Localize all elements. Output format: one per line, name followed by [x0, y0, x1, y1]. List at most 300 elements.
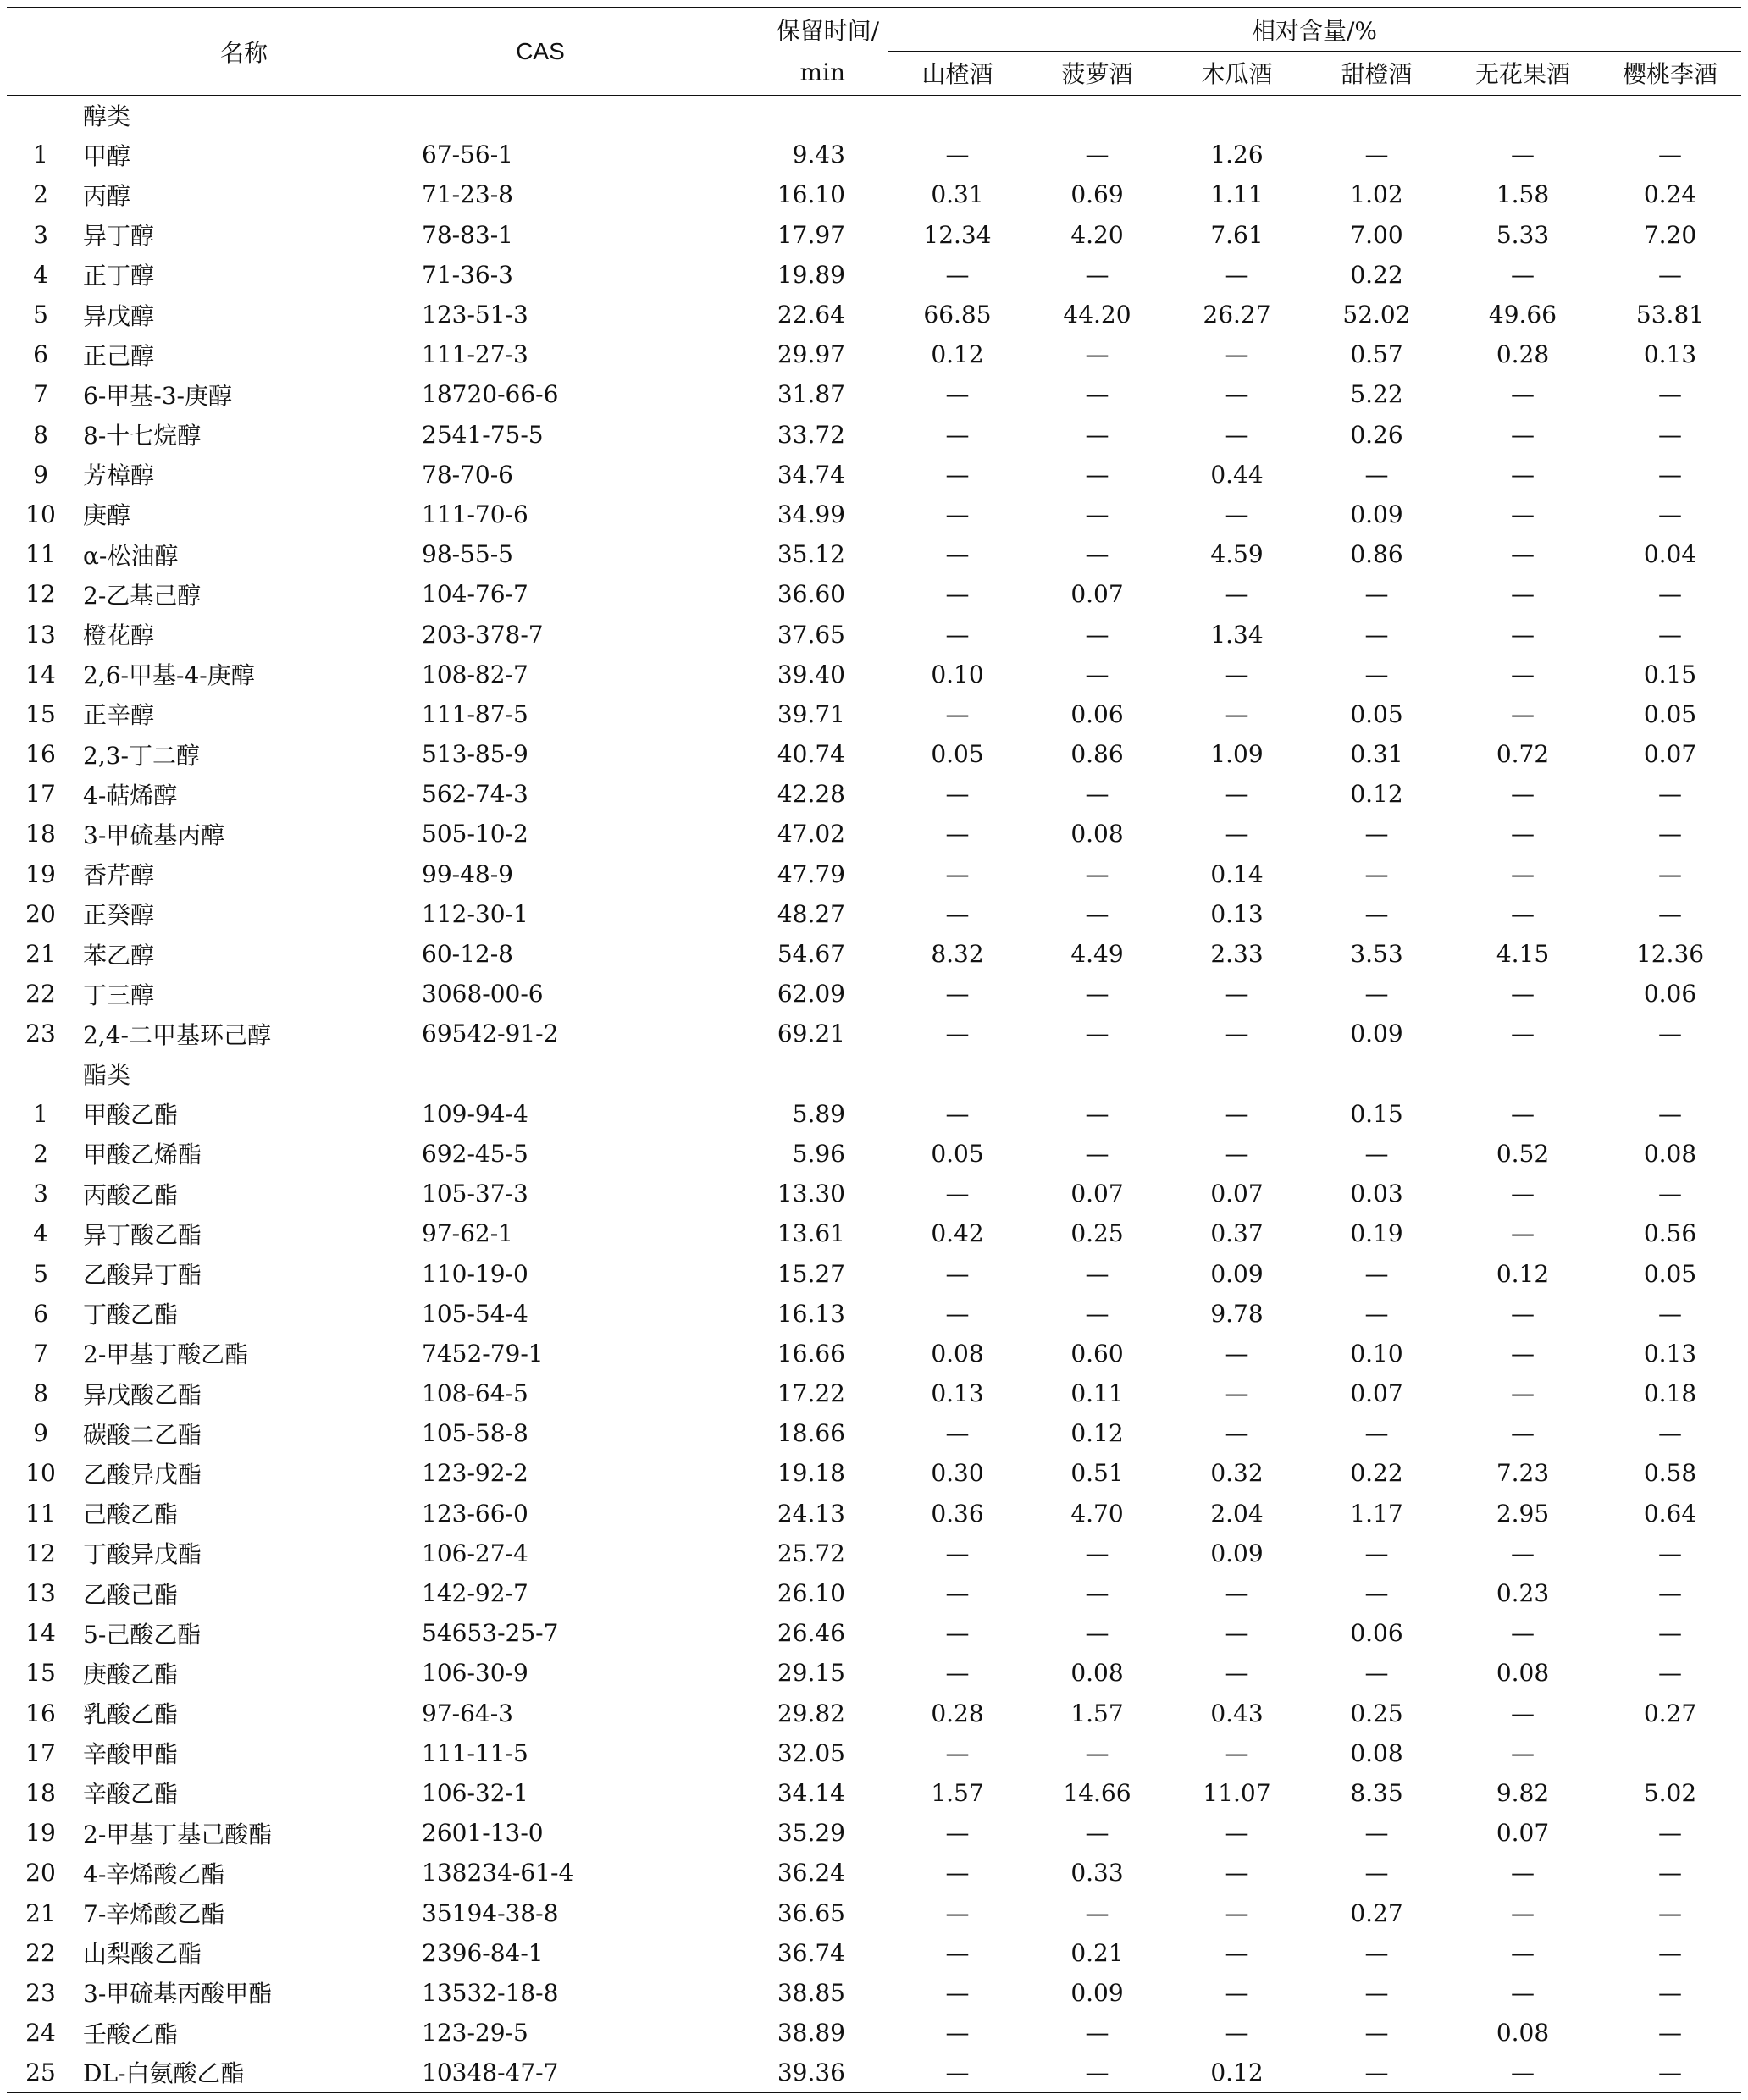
content-value: — — [1364, 1819, 1389, 1848]
row-number: 11 — [25, 540, 56, 569]
content-value: — — [1511, 1738, 1535, 1767]
header-wine-fig: 无花果酒 — [1447, 51, 1599, 95]
row-number: 21 — [25, 940, 56, 969]
content-value: 0.06 — [1643, 980, 1697, 1009]
retention-time: 36.74 — [777, 1938, 845, 1967]
content-value: — — [1511, 1539, 1535, 1567]
content-value: 0.08 — [1070, 820, 1124, 848]
compound-name: 正癸醇 — [83, 901, 155, 930]
content-value: — — [1658, 1859, 1682, 1887]
retention-time: 39.71 — [777, 699, 845, 728]
cas-number: 109-94-4 — [422, 1099, 528, 1128]
table-row — [7, 655, 1741, 694]
content-value: — — [1364, 1659, 1389, 1688]
content-value: — — [1085, 500, 1109, 528]
content-value: 0.69 — [1070, 180, 1124, 209]
row-number: 14 — [25, 660, 56, 688]
content-value: — — [1225, 340, 1249, 369]
content-value: — — [1511, 460, 1535, 489]
retention-time: 36.60 — [777, 580, 845, 609]
content-value: 4.49 — [1070, 940, 1124, 969]
table-row — [7, 1294, 1741, 1334]
cas-number: 108-64-5 — [422, 1379, 528, 1408]
compound-name: DL-白氨酸乙酯 — [75, 2053, 413, 2092]
compound-name: 异戊醇 — [83, 301, 155, 330]
content-value: 0.30 — [931, 1459, 984, 1488]
compound-name: 乙酸异丁酯 — [83, 1261, 202, 1290]
content-value: — — [945, 1659, 970, 1688]
content-value: — — [1511, 1219, 1535, 1248]
retention-time: 34.99 — [777, 500, 845, 528]
content-value: 4.15 — [1496, 940, 1550, 969]
cas-number: 108-82-7 — [422, 660, 528, 688]
content-value: — — [1225, 420, 1249, 449]
content-value: — — [1085, 380, 1109, 409]
content-value: — — [1364, 2019, 1389, 2048]
retention-time: 47.79 — [777, 859, 845, 888]
content-value: — — [1511, 540, 1535, 569]
content-value: 7.61 — [1210, 220, 1264, 249]
table-row — [7, 374, 1741, 414]
table-row — [7, 1453, 1741, 1493]
table-row — [7, 534, 1741, 574]
content-value: 0.25 — [1070, 1219, 1124, 1248]
content-value: — — [1085, 1539, 1109, 1567]
content-value: — — [1511, 1619, 1535, 1648]
cas-number: 111-27-3 — [422, 340, 528, 369]
retention-time: 25.72 — [777, 1539, 845, 1567]
content-value: 0.06 — [1350, 1619, 1403, 1648]
content-value: — — [1511, 380, 1535, 409]
row-number: 8 — [33, 1379, 48, 1408]
content-value: — — [1511, 820, 1535, 848]
content-value: — — [1225, 1978, 1249, 2007]
cas-number: 78-70-6 — [422, 460, 513, 489]
cas-number: 35194-38-8 — [422, 1898, 559, 1927]
compound-name: 庚酸乙酯 — [83, 1660, 179, 1688]
table-row — [7, 1813, 1741, 1853]
table-row — [7, 1973, 1741, 2013]
compound-name: 异丁醇 — [83, 222, 155, 251]
content-value: — — [1085, 460, 1109, 489]
compound-name: 异戊酸乙酯 — [83, 1380, 202, 1409]
content-value: — — [1225, 1020, 1249, 1048]
compound-name: 2,6-甲基-4-庚醇 — [83, 661, 255, 690]
content-value: — — [1225, 820, 1249, 848]
retention-time: 19.18 — [777, 1459, 845, 1488]
cas-number: 54653-25-7 — [422, 1619, 559, 1648]
content-value: 0.09 — [1350, 500, 1403, 528]
content-value: — — [1085, 540, 1109, 569]
content-value: — — [1658, 1619, 1682, 1648]
content-value: — — [1225, 1339, 1249, 1368]
cas-number: 2396-84-1 — [422, 1938, 544, 1967]
content-value: — — [1364, 1859, 1389, 1887]
content-value: 0.18 — [1643, 1379, 1697, 1408]
table-row — [7, 1893, 1741, 1932]
content-value: — — [945, 1898, 970, 1927]
compound-name: 6-甲基-3-庚醇 — [83, 381, 233, 410]
cas-number: 513-85-9 — [422, 740, 528, 769]
content-value: — — [1658, 1180, 1682, 1208]
compound-name: 8-十七烷醇 — [83, 422, 202, 450]
retention-time: 29.97 — [777, 340, 845, 369]
row-number: 16 — [25, 1699, 56, 1727]
cas-number: 71-36-3 — [422, 260, 513, 289]
content-value: — — [1364, 620, 1389, 649]
content-value: — — [1364, 899, 1389, 928]
table-row — [7, 1853, 1741, 1893]
retention-time: 13.61 — [777, 1219, 845, 1248]
content-value: 0.05 — [931, 1139, 984, 1168]
content-value: 0.36 — [931, 1499, 984, 1528]
table-row — [7, 215, 1741, 255]
category-empty-cell — [1447, 95, 1599, 135]
content-value: 0.11 — [1070, 1379, 1124, 1408]
content-value: — — [1658, 1539, 1682, 1567]
content-value: 14.66 — [1063, 1778, 1131, 1807]
category-empty-cell — [1307, 1054, 1447, 1094]
compound-name: 庚醇 — [83, 501, 131, 530]
content-value: 0.27 — [1350, 1898, 1403, 1927]
content-value: — — [945, 380, 970, 409]
retention-time: 29.82 — [777, 1699, 845, 1727]
content-value: — — [1511, 1859, 1535, 1887]
row-number: 5 — [33, 1259, 48, 1288]
content-value: 1.58 — [1496, 180, 1550, 209]
compound-name: 正辛醇 — [83, 701, 155, 730]
content-value: — — [1225, 260, 1249, 289]
content-value: — — [1658, 1020, 1682, 1048]
retention-time: 16.66 — [777, 1339, 845, 1368]
content-value: 1.57 — [1070, 1699, 1124, 1727]
content-value: — — [1658, 1819, 1682, 1848]
table-row — [7, 1733, 1741, 1773]
table-row — [7, 295, 1741, 334]
retention-time: 35.12 — [777, 540, 845, 569]
content-value: — — [1658, 1938, 1682, 1967]
row-number: 7 — [33, 380, 48, 409]
retention-time: 17.97 — [777, 220, 845, 249]
content-value: — — [945, 1020, 970, 1048]
cas-number: 111-87-5 — [422, 699, 528, 728]
retention-time: 37.65 — [777, 620, 845, 649]
content-value: 0.13 — [1210, 899, 1264, 928]
content-value: 0.08 — [1070, 1659, 1124, 1688]
row-number: 25 — [7, 2053, 75, 2092]
compound-name: 甲酸乙酯 — [83, 1101, 179, 1130]
row-number: 13 — [25, 620, 56, 649]
content-value: — — [1225, 580, 1249, 609]
content-value: — — [945, 859, 970, 888]
row-number: 5 — [33, 301, 48, 329]
cas-number: 203-378-7 — [422, 620, 544, 649]
retention-time: 35.29 — [777, 1819, 845, 1848]
content-value: — — [945, 1259, 970, 1288]
content-value: — — [945, 260, 970, 289]
content-value: 0.25 — [1350, 1699, 1403, 1727]
content-value: — — [1511, 1938, 1535, 1967]
cas-number: 69542-91-2 — [422, 1020, 559, 1048]
compound-name: 壬酸乙酯 — [83, 2020, 179, 2048]
cas-number: 60-12-8 — [422, 940, 513, 969]
content-value: — — [1225, 380, 1249, 409]
table-row — [7, 1253, 1741, 1293]
cas-number: 2541-75-5 — [422, 420, 544, 449]
retention-time: 9.43 — [792, 141, 845, 169]
content-value: — — [1658, 500, 1682, 528]
content-value: 0.10 — [931, 660, 984, 688]
cas-number: 505-10-2 — [422, 820, 528, 848]
content-value: 0.09 — [1210, 1539, 1264, 1567]
content-value: — — [1364, 1978, 1389, 2007]
content-value: 0.72 — [1496, 740, 1550, 769]
compound-name: 正丁醇 — [83, 262, 155, 290]
table-row — [7, 255, 1741, 295]
table-row — [7, 2053, 1741, 2092]
row-number: 16 — [25, 740, 56, 769]
content-value: 0.23 — [1496, 1579, 1550, 1608]
content-value: — — [1511, 980, 1535, 1009]
table-row — [7, 894, 1741, 934]
content-value: — — [1511, 1419, 1535, 1448]
content-value: — — [945, 2019, 970, 2048]
content-value: 8.32 — [931, 940, 984, 969]
content-value: 0.33 — [1070, 1859, 1124, 1887]
content-value: — — [1085, 780, 1109, 809]
cas-number: 106-27-4 — [422, 1539, 528, 1567]
retention-time: 34.74 — [777, 460, 845, 489]
content-value: — — [1511, 1339, 1535, 1368]
cas-number: 111-11-5 — [422, 1738, 528, 1767]
content-value: — — [945, 1539, 970, 1567]
category-empty-cell — [413, 1054, 667, 1094]
retention-time: 16.13 — [777, 1299, 845, 1328]
content-value: 0.08 — [1496, 2019, 1550, 2048]
content-value: 4.59 — [1210, 540, 1264, 569]
content-value: 0.12 — [1350, 780, 1403, 809]
table-row — [7, 415, 1741, 455]
cas-number: 3068-00-6 — [422, 980, 544, 1009]
row-number: 4 — [33, 1219, 48, 1248]
content-value: 0.60 — [1070, 1339, 1124, 1368]
cas-number: 123-66-0 — [422, 1499, 528, 1528]
content-value: 0.56 — [1643, 1219, 1697, 1248]
compound-name: 辛酸乙酯 — [83, 1780, 179, 1809]
table-row — [7, 1334, 1741, 1373]
content-value: — — [1225, 660, 1249, 688]
compound-name: 苯乙醇 — [83, 941, 155, 970]
content-value: 4.20 — [1070, 220, 1124, 249]
category-empty-cell — [413, 95, 667, 135]
content-value: 4.70 — [1070, 1499, 1124, 1528]
table-row — [7, 495, 1741, 534]
content-value: — — [1511, 1020, 1535, 1048]
content-value: — — [945, 980, 970, 1009]
compound-name: 2,3-丁二醇 — [83, 741, 200, 770]
content-value: 44.20 — [1063, 301, 1131, 329]
row-number: 15 — [25, 699, 56, 728]
content-value: — — [1511, 420, 1535, 449]
content-value: 1.02 — [1350, 180, 1403, 209]
content-value: 3.53 — [1350, 940, 1403, 969]
content-value: 0.15 — [1643, 660, 1697, 688]
row-number: 17 — [25, 1738, 56, 1767]
content-value: — — [1085, 420, 1109, 449]
content-value: — — [1225, 1419, 1249, 1448]
content-value: 0.08 — [931, 1339, 984, 1368]
content-value: 0.31 — [1350, 740, 1403, 769]
retention-time: 42.28 — [777, 780, 845, 809]
header-wine-hawthorn: 山楂酒 — [888, 51, 1027, 95]
compound-name: 丙酸乙酯 — [83, 1180, 179, 1209]
retention-time: 32.05 — [777, 1738, 845, 1767]
compound-name: 3-甲硫基丙酸甲酯 — [83, 1980, 273, 2009]
retention-time: 34.14 — [777, 1778, 845, 1807]
content-value: 0.08 — [1350, 1738, 1403, 1767]
content-value: — — [1085, 1619, 1109, 1648]
compound-name: 甲酸乙烯酯 — [83, 1141, 202, 1169]
content-value: 0.42 — [931, 1219, 984, 1248]
category-empty-cell — [1027, 95, 1167, 135]
table-row — [7, 1773, 1741, 1813]
category-empty-cell — [667, 1054, 888, 1094]
category-label: 酯类 — [83, 1061, 131, 1090]
content-value: — — [1085, 980, 1109, 1009]
content-value: — — [945, 1978, 970, 2007]
content-value: 52.02 — [1342, 301, 1411, 329]
content-value: 0.86 — [1350, 540, 1403, 569]
row-number: 24 — [25, 2019, 56, 2048]
cas-number: 98-55-5 — [422, 540, 513, 569]
content-value: — — [945, 1299, 970, 1328]
cas-number: 562-74-3 — [422, 780, 528, 809]
content-value: 49.66 — [1488, 301, 1557, 329]
table-body — [7, 95, 1741, 2092]
table-row — [7, 854, 1741, 894]
content-value: 0.09 — [1210, 1259, 1264, 1288]
table-row — [7, 974, 1741, 1014]
content-value: — — [1085, 1579, 1109, 1608]
category-row — [7, 1054, 1741, 1094]
content-value: 0.14 — [1210, 859, 1264, 888]
cas-number: 123-92-2 — [422, 1459, 528, 1488]
content-value: 9.78 — [1210, 1299, 1264, 1328]
compound-name: 丁酸异戊酯 — [83, 1540, 202, 1569]
content-value: — — [1225, 1859, 1249, 1887]
content-value: 11.07 — [1203, 1778, 1271, 1807]
content-value: 0.27 — [1643, 1699, 1697, 1727]
content-value: 0.86 — [1070, 740, 1124, 769]
compound-name: 香芹醇 — [83, 861, 155, 890]
content-value: — — [1364, 660, 1389, 688]
table-row — [7, 1694, 1741, 1733]
content-value: 0.15 — [1350, 1099, 1403, 1128]
category-label: 醇类 — [83, 102, 131, 130]
content-value: 0.37 — [1210, 1219, 1264, 1248]
content-value: — — [1225, 1579, 1249, 1608]
compound-name: 3-甲硫基丙醇 — [83, 821, 225, 849]
content-value: — — [1511, 780, 1535, 809]
retention-time: 5.89 — [792, 1099, 845, 1128]
content-value: — — [1085, 1898, 1109, 1927]
content-value: 5.33 — [1496, 220, 1550, 249]
content-value: 0.07 — [1496, 1819, 1550, 1848]
content-value: — — [1085, 1020, 1109, 1048]
row-number: 2 — [33, 180, 48, 209]
content-value: — — [1364, 1259, 1389, 1288]
content-value: — — [1085, 141, 1109, 169]
compound-name: 2,4-二甲基环己醇 — [83, 1020, 271, 1049]
content-value: — — [1511, 620, 1535, 649]
row-number: 3 — [33, 1180, 48, 1208]
row-number: 9 — [33, 460, 48, 489]
row-number: 12 — [25, 580, 56, 609]
table-row — [7, 574, 1741, 614]
compound-name: 4-辛烯酸乙酯 — [83, 1860, 225, 1888]
header-wine-papaya: 木瓜酒 — [1167, 51, 1307, 95]
content-value: — — [945, 1419, 970, 1448]
retention-time: 38.89 — [777, 2019, 845, 2048]
content-value: — — [1225, 1738, 1249, 1767]
table-row — [7, 1014, 1741, 1053]
content-value: — — [1658, 899, 1682, 928]
content-value: 53.81 — [1635, 301, 1705, 329]
content-value: 0.04 — [1643, 540, 1697, 569]
content-value: 0.12 — [1070, 1419, 1124, 1448]
row-number: 10 — [25, 1459, 56, 1488]
content-value: 0.52 — [1496, 1139, 1550, 1168]
row-number: 7 — [33, 1339, 48, 1368]
retention-time: 17.22 — [777, 1379, 845, 1408]
content-value: 0.07 — [1070, 580, 1124, 609]
retention-time: 39.40 — [777, 660, 845, 688]
row-number: 11 — [25, 1499, 56, 1528]
content-value: — — [1225, 1619, 1249, 1648]
table-row — [7, 814, 1741, 854]
compound-table — [7, 7, 1741, 2093]
content-value: — — [945, 420, 970, 449]
retention-time: 31.87 — [777, 380, 845, 409]
cas-number: 142-92-7 — [422, 1579, 528, 1608]
content-value: 0.57 — [1350, 340, 1403, 369]
compound-name: 甲醇 — [83, 141, 131, 170]
cas-number: 123-29-5 — [422, 2019, 528, 2048]
content-value: — — [1364, 820, 1389, 848]
retention-time: 36.24 — [777, 1859, 845, 1887]
retention-time: 5.96 — [792, 1139, 845, 1168]
compound-name: 丙醇 — [83, 181, 131, 210]
content-value: 0.22 — [1350, 1459, 1403, 1488]
table-row — [7, 734, 1741, 774]
table-row — [7, 1653, 1741, 1693]
content-value: 0.05 — [1350, 699, 1403, 728]
content-value: 0.43 — [1210, 1699, 1264, 1727]
table-row — [7, 1373, 1741, 1413]
content-value: — — [1658, 141, 1682, 169]
content-value: — — [1225, 1659, 1249, 1688]
content-value: — — [945, 500, 970, 528]
content-value: — — [1658, 820, 1682, 848]
content-value: — — [1225, 1379, 1249, 1408]
compound-name: 正己醇 — [83, 341, 155, 370]
content-value: 7.20 — [1643, 220, 1697, 249]
retention-time: 47.02 — [777, 820, 845, 848]
content-value: — — [945, 620, 970, 649]
table-row — [7, 1094, 1741, 1134]
content-value: — — [1027, 2053, 1167, 2092]
content-value — [1599, 1733, 1741, 1773]
